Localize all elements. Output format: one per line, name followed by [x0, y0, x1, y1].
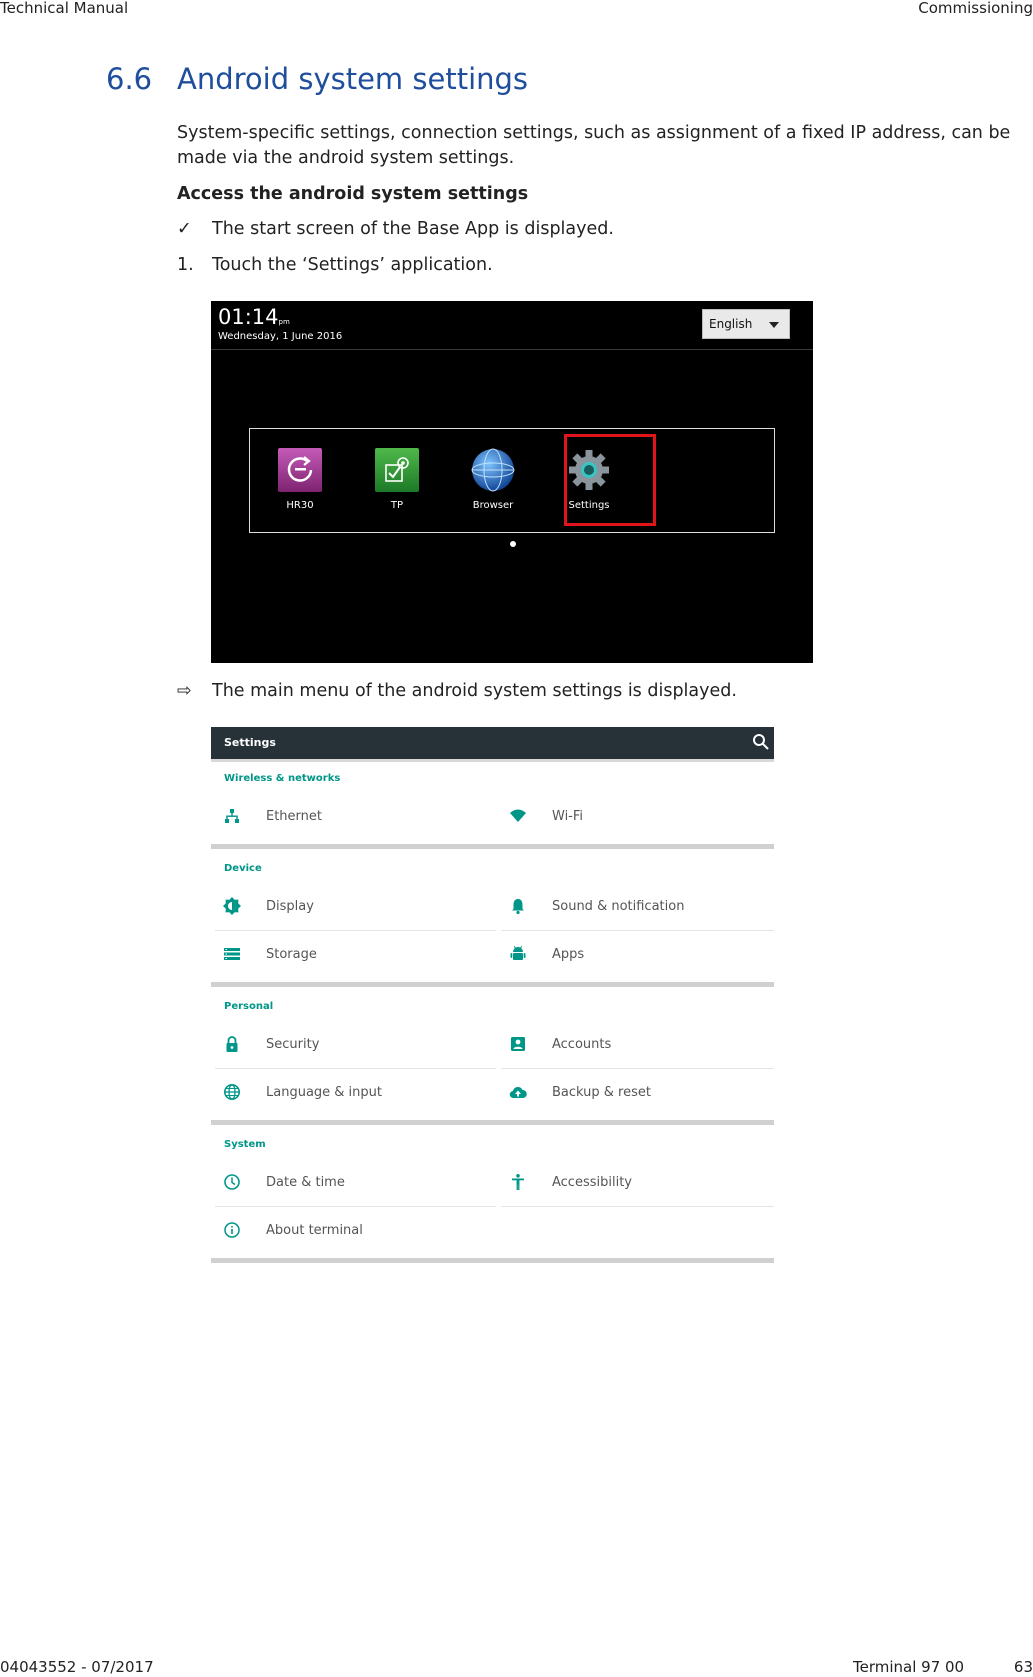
settings-item-storage[interactable]	[211, 931, 496, 978]
settings-screenshot	[211, 727, 774, 1264]
settings-item-label: Wi-Fi	[552, 809, 584, 824]
result-arrow-icon: ⇨	[177, 681, 192, 701]
settings-item-accessibility[interactable]	[497, 1159, 774, 1206]
section-number: 6.6	[106, 62, 153, 96]
settings-item-about[interactable]	[211, 1207, 496, 1254]
result-text: The main menu of the android system settings is displayed.	[212, 681, 737, 701]
footer-product: Terminal 97 00	[853, 1658, 965, 1676]
cloud-upload-icon	[509, 1083, 527, 1101]
settings-item-ethernet[interactable]	[211, 793, 496, 840]
account-icon	[509, 1035, 527, 1053]
globe-icon	[471, 448, 515, 492]
app-label: HR30	[286, 500, 314, 511]
step-text: Touch the ‘Settings’ application.	[212, 255, 493, 275]
app-label: Settings	[568, 500, 610, 511]
section-header-personal: Personal	[224, 1001, 274, 1012]
info-icon	[223, 1221, 241, 1239]
page-number: 63	[1013, 1658, 1033, 1676]
toolbar-shadow	[211, 759, 774, 762]
settings-item-label: Storage	[266, 947, 317, 962]
settings-item-label: Accounts	[552, 1037, 612, 1052]
precondition-text: The start screen of the Base App is displayed.	[212, 219, 614, 239]
row-divider	[501, 1206, 774, 1207]
settings-item-sound[interactable]	[497, 883, 774, 930]
settings-item-display[interactable]	[211, 883, 496, 930]
page-indicator-dot	[510, 541, 516, 547]
settings-item-label: Accessibility	[552, 1175, 632, 1190]
settings-item-backup[interactable]	[497, 1069, 774, 1116]
hr30-app-icon	[278, 448, 322, 492]
settings-item-label: Display	[266, 899, 314, 914]
section-header-system: System	[224, 1139, 266, 1150]
settings-highlight-frame	[564, 434, 656, 526]
settings-item-label: Sound & notification	[552, 899, 685, 914]
settings-item-wifi[interactable]	[497, 793, 774, 840]
brightness-icon	[223, 897, 241, 915]
bell-icon	[509, 897, 527, 915]
settings-item-label: About terminal	[266, 1223, 363, 1238]
ethernet-icon	[223, 807, 241, 825]
group-divider	[211, 1258, 774, 1263]
settings-item-label: Apps	[552, 947, 585, 962]
intro-paragraph: System-specific settings, connection settings, such as assignment of a fixed IP address, can be made via the android system settings.	[177, 123, 1011, 168]
group-divider	[211, 1120, 774, 1125]
settings-item-date-time[interactable]	[211, 1159, 496, 1206]
app-browser[interactable]	[448, 448, 538, 518]
settings-toolbar	[211, 727, 774, 759]
running-header-left: Technical Manual	[0, 0, 129, 17]
settings-item-apps[interactable]	[497, 931, 774, 978]
footer-doc-number: 04043552 - 07/2017	[0, 1658, 154, 1676]
app-launcher	[249, 428, 775, 533]
app-hr30[interactable]	[255, 448, 345, 518]
section-header-device: Device	[224, 863, 262, 874]
accessibility-icon	[509, 1173, 527, 1191]
app-label: TP	[390, 500, 404, 511]
section-header-wireless: Wireless & networks	[224, 773, 341, 784]
search-icon[interactable]	[752, 733, 770, 751]
android-icon	[509, 945, 527, 963]
chevron-down-icon	[769, 322, 779, 328]
wifi-icon	[509, 807, 527, 825]
language-dropdown[interactable]	[702, 309, 790, 339]
language-value: English	[709, 317, 753, 331]
settings-title: Settings	[224, 736, 276, 749]
settings-item-label: Backup & reset	[552, 1085, 651, 1100]
storage-icon	[223, 945, 241, 963]
group-divider	[211, 982, 774, 987]
settings-item-label: Date & time	[266, 1175, 345, 1190]
section-title: Android system settings	[177, 62, 529, 96]
app-tp[interactable]	[352, 448, 442, 518]
clock-icon	[223, 1173, 241, 1191]
settings-item-label: Ethernet	[266, 809, 322, 824]
check-mark-icon: ✓	[177, 219, 192, 239]
subheading: Access the android system settings	[177, 184, 529, 204]
globe-icon	[223, 1083, 241, 1101]
settings-item-accounts[interactable]	[497, 1021, 774, 1068]
step-number: 1.	[177, 255, 194, 275]
settings-item-security[interactable]	[211, 1021, 496, 1068]
running-header-right: Commissioning	[918, 0, 1033, 17]
start-screen-screenshot	[211, 301, 813, 663]
date-label: Wednesday, 1 June 2016	[218, 331, 343, 342]
app-label: Browser	[472, 500, 514, 511]
settings-item-language[interactable]	[211, 1069, 496, 1116]
tp-app-icon	[375, 448, 419, 492]
status-bar	[211, 301, 813, 350]
group-divider	[211, 844, 774, 849]
settings-item-label: Security	[266, 1037, 320, 1052]
settings-item-label: Language & input	[266, 1085, 382, 1100]
lock-icon	[223, 1035, 241, 1053]
clock: 01:14pm	[218, 305, 290, 329]
